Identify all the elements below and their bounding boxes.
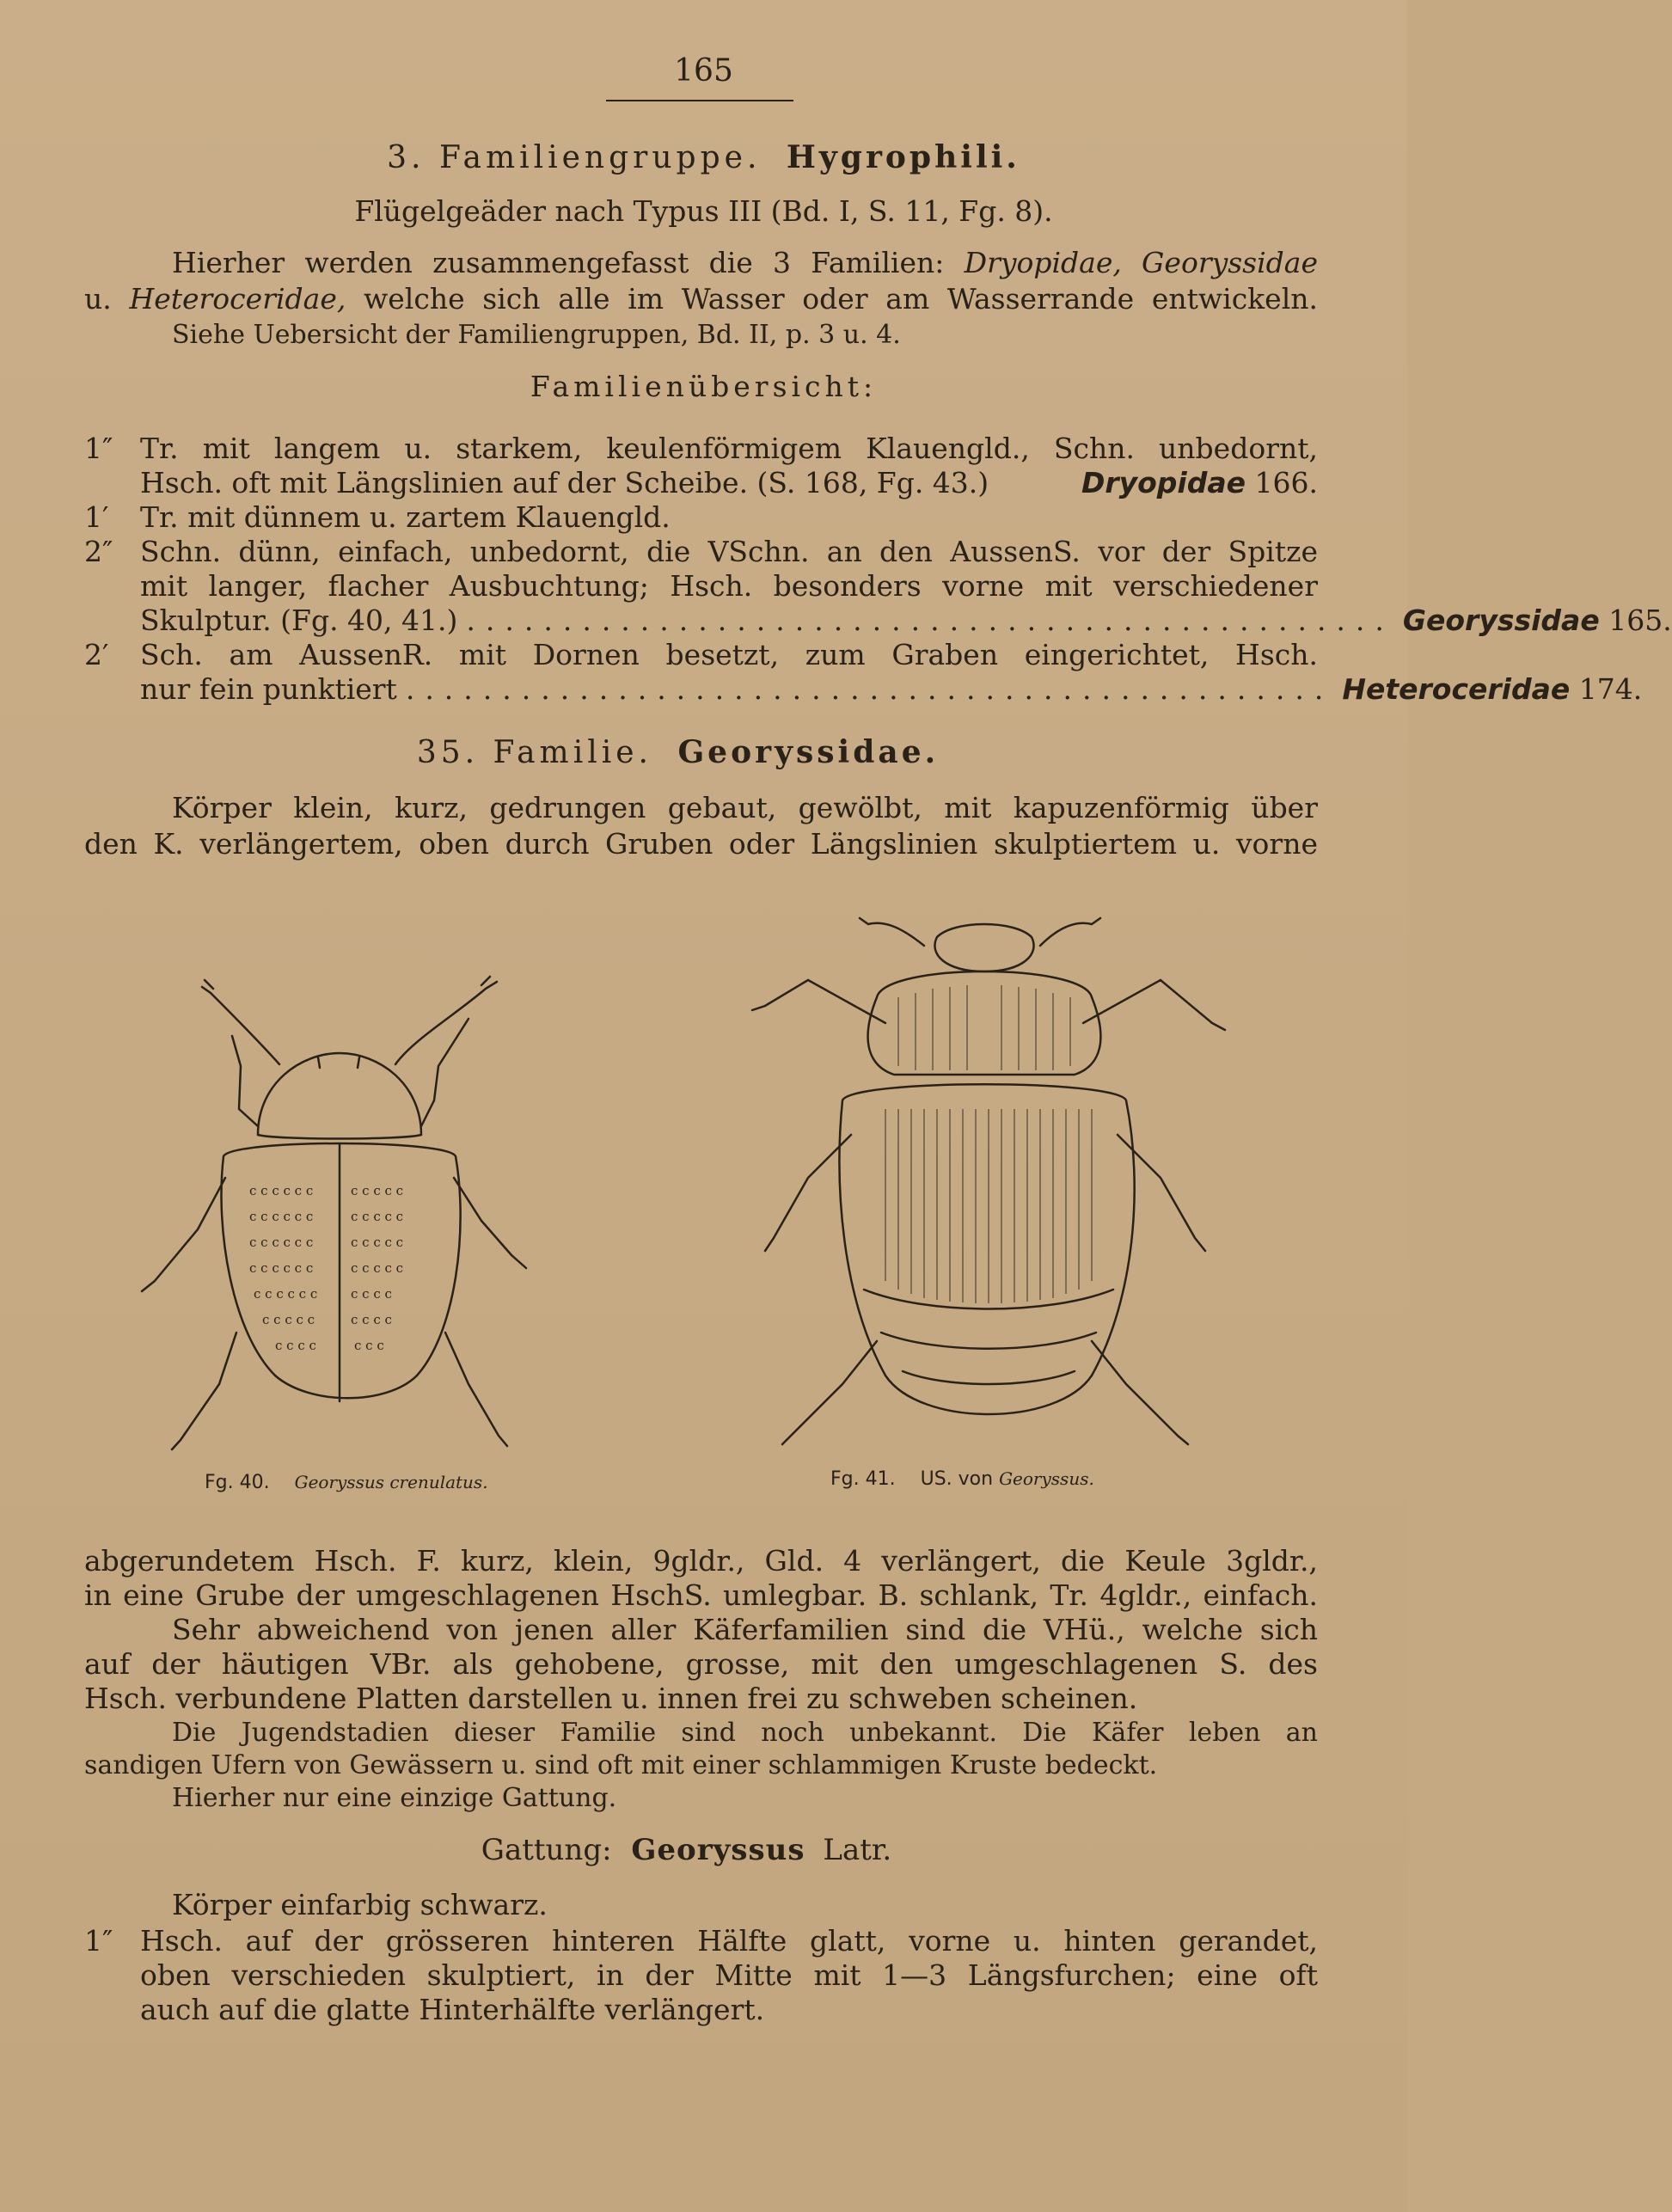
svg-text:c c c c c: c c c c c — [262, 1312, 315, 1327]
family-heading-prefix: 35. Familie. — [416, 735, 652, 770]
genus-heading-prefix: Gattung: — [481, 1833, 612, 1867]
svg-text:c c c c c c: c c c c c c — [249, 1235, 314, 1250]
genus-key-line-2: oben verschieden skulptiert, in der Mitte mit 1—3 Längsfurchen; eine oft — [140, 1958, 1318, 1992]
key-2a-page: 165. — [1608, 604, 1672, 637]
intro-line-1 — [172, 246, 1318, 280]
key-num-2b: 2′ — [84, 638, 109, 671]
svg-text:c c c c c c: c c c c c c — [249, 1209, 314, 1224]
genus-key-num: 1″ — [84, 1924, 113, 1958]
body-line-1: Körper klein, kurz, gedrungen gebaut, gewölbt, mit kapuzenförmig über — [172, 791, 1318, 824]
key-2b-line-2 — [140, 672, 1643, 707]
genus-heading-name: Georyssus — [631, 1833, 805, 1867]
intro-taxa-1b: Dryopidae, Georyssidae — [964, 246, 1318, 279]
key-2b-page: 174. — [1578, 672, 1643, 706]
key-2b-dot-leader: ................................................ — [405, 672, 1334, 706]
svg-text:c c c c c c: c c c c c c — [249, 1260, 314, 1276]
figure-40-beetle-dorsal — [129, 971, 610, 1470]
genus-key-line-1: Hsch. auf der grösseren hinteren Hälfte glatt, vorne u. hinten gerandet, — [140, 1924, 1318, 1958]
key-1a-page: 166. — [1254, 466, 1318, 499]
figure-41-taxon: Georyssus. — [999, 1468, 1094, 1489]
page-number: 165 — [674, 53, 733, 89]
intro-taxa-2b: Heteroceridae, — [129, 282, 346, 316]
key-1a-taxon: Dryopidae — [1081, 466, 1246, 499]
key-2a-line-1: Schn. dünn, einfach, unbedornt, die VSchn. an den AussenS. vor der Spitze — [140, 535, 1318, 568]
svg-text:c c c c c: c c c c c — [351, 1235, 404, 1250]
figure-40-taxon: Georyssus crenulatus. — [294, 1472, 488, 1492]
figure-41-caption — [830, 1468, 1094, 1490]
figure-40-label: Fg. 40. — [205, 1472, 270, 1493]
key-2a-line-3 — [140, 604, 1672, 638]
page-number-rule — [606, 100, 793, 101]
body-after-line-7: sandigen Ufern von Gewässern u. sind oft mit einer schlammigen Kruste bedeckt. — [84, 1750, 1158, 1780]
genus-key-line-3: auch auf die glatte Hinterhälfte verlängert. — [140, 1993, 765, 2026]
svg-text:c c c c c c: c c c c c c — [249, 1183, 314, 1198]
svg-text:c c c c: c c c c — [351, 1286, 392, 1302]
key-num-2a: 2″ — [84, 535, 113, 568]
figure-40-caption — [205, 1472, 488, 1493]
svg-text:c c c c c c: c c c c c c — [254, 1286, 318, 1302]
body-after-line-2: in eine Grube der umgeschlagenen HschS. umlegbar. B. schlank, Tr. 4gldr., einfach. — [84, 1578, 1318, 1612]
body-after-line-3: Sehr abweichend von jenen aller Käferfamilien sind die VHü., welche sich — [172, 1613, 1318, 1646]
key-2a-taxon: Georyssidae — [1402, 604, 1600, 637]
intro-line-2 — [84, 282, 1318, 316]
key-2a-text: Skulptur. (Fg. 40, 41.) — [140, 604, 458, 637]
intro-line-3: Siehe Uebersicht der Familiengruppen, Bd. II, p. 3 u. 4. — [172, 320, 901, 350]
key-1a-line-2 — [140, 466, 1318, 500]
svg-text:c c c c: c c c c — [351, 1312, 392, 1327]
key-1b-line-1: Tr. mit dünnem u. zartem Klauengld. — [140, 500, 671, 534]
body-after-line-6: Die Jugendstadien dieser Familie sind noch unbekannt. Die Käfer leben an — [172, 1718, 1318, 1748]
key-2a-line-2: mit langer, flacher Ausbuchtung; Hsch. besonders vorne mit verschiedener — [140, 569, 1318, 603]
key-2a-dot-leader: ................................................ — [466, 604, 1394, 637]
intro-text-1a: Hierher werden zusammengefasst die 3 Familien: — [172, 246, 945, 279]
intro-text-2a: u. — [84, 282, 112, 316]
group-heading-name: Hygrophili. — [786, 139, 1020, 175]
body-line-2: den K. verlängertem, oben durch Gruben oder Längslinien skulptiertem u. vorne — [84, 827, 1318, 861]
body-after-line-4: auf der häutigen VBr. als gehobene, grosse, mit den umgeschlagenen S. des — [84, 1647, 1318, 1681]
body-after-line-5: Hsch. verbundene Platten darstellen u. innen frei zu schweben scheinen. — [84, 1682, 1138, 1715]
body-after-line-1: abgerundetem Hsch. F. kurz, klein, 9gldr., Gld. 4 verlängert, die Keule 3gldr., — [84, 1544, 1318, 1578]
svg-text:c c c: c c c — [354, 1338, 384, 1353]
group-heading — [0, 139, 1407, 175]
figure-41-caption-text: US. von — [920, 1468, 994, 1490]
family-heading — [0, 734, 1407, 770]
key-num-1a: 1″ — [84, 432, 113, 465]
svg-text:c c c c c: c c c c c — [351, 1209, 404, 1224]
intro-text-2c: welche sich alle im Wasser oder am Wasserrande entwickeln. — [364, 282, 1318, 316]
key-2b-line-1: Sch. am AussenR. mit Dornen besetzt, zum Graben eingerichtet, Hsch. — [140, 638, 1318, 671]
svg-text:c c c c: c c c c — [275, 1338, 316, 1353]
key-num-1b: 1′ — [84, 500, 109, 534]
genus-heading-author: Latr. — [823, 1833, 892, 1867]
key-1a-line-1: Tr. mit langem u. starkem, keulenförmigem Klauengld., Schn. unbedornt, — [140, 432, 1318, 465]
key-2b-text: nur fein punktiert — [140, 672, 397, 706]
figure-41-beetle-ventral — [714, 894, 1272, 1461]
key-2b-taxon: Heteroceridae — [1342, 672, 1571, 706]
svg-text:c c c c c: c c c c c — [351, 1260, 404, 1276]
key-1a-text: Hsch. oft mit Längslinien auf der Scheibe. (S. 168, Fg. 43.) — [140, 466, 989, 499]
body-after-line-8: Hierher nur eine einzige Gattung. — [172, 1783, 617, 1813]
figure-41-label: Fg. 41. — [830, 1468, 896, 1490]
svg-text:c c c c c: c c c c c — [351, 1183, 404, 1198]
family-overview-heading: Familienübersicht: — [530, 370, 878, 403]
family-heading-name: Georyssidae. — [677, 734, 940, 770]
genus-heading — [0, 1833, 1407, 1867]
wing-venation-line: Flügelgeäder nach Typus III (Bd. I, S. 11, Fg. 8). — [354, 194, 1053, 228]
group-heading-prefix: 3. Familiengruppe. — [387, 140, 762, 175]
genus-body: Körper einfarbig schwarz. — [172, 1888, 548, 1921]
